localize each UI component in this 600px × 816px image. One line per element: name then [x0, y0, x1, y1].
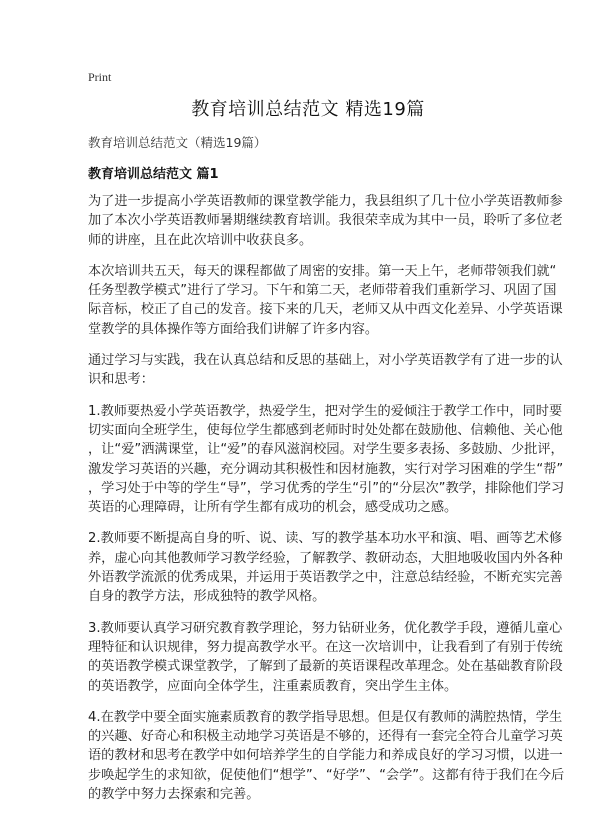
- paragraph: [88, 529, 563, 606]
- paragraph-line: 加了本次小学英语教师暑期继续教育培训。我很荣幸成为其中一员，聆听了多位老: [88, 213, 563, 229]
- paragraph-line: 师的讲座，且在此次培训中收获良多。: [88, 232, 313, 248]
- paragraph-line: 识和思考：: [88, 372, 154, 388]
- paragraph: [88, 351, 563, 390]
- paragraph-line: 4.在教学中要全面实施素质教育的教学指导思想。但是仅有教师的满腔热情，学生: [88, 709, 563, 725]
- paragraph-line: 堂教学的具体操作等方面给我们讲解了许多内容。: [88, 321, 379, 337]
- paragraph-line: 理特征和认识规律，努力提高教学水平。在这一次培训中，让我看到了有别于传统: [88, 639, 563, 655]
- paragraph-line: 的兴趣、好奇心和积极主动地学习英语是不够的，还得有一套完全符合儿童学习英: [88, 729, 563, 745]
- document-subtitle: 教育培训总结范文（精选19篇）: [88, 135, 267, 150]
- paragraph-line: 本次培训共五天，每天的课程都做了周密的安排。第一天上午，老师带领我们就“: [88, 263, 557, 279]
- section-heading: 教育培训总结范文 篇1: [88, 167, 219, 182]
- paragraph-line: 语的教材和思考在教学中如何培养学生的自学能力和养成良好的学习习惯，以进一: [88, 748, 563, 764]
- document-title: 教育培训总结范文 精选19篇: [191, 99, 425, 120]
- paragraph-line: 3.教师要认真学习研究教育教学理论，努力钻研业务，优化教学手段，遵循儿童心: [88, 620, 563, 636]
- paragraph-line: 养，虚心向其他教师学习教学经验，了解教学、教研动态，大胆地吸收国内外各种: [88, 550, 563, 566]
- paragraph-line: 为了进一步提高小学英语教师的课堂教学能力，我县组织了几十位小学英语教师参: [88, 194, 563, 209]
- paragraph-line: 1.教师要热爱小学英语教学，热爱学生，把对学生的爱倾注于教学工作中，同时要: [88, 403, 563, 419]
- body-text: [88, 192, 565, 804]
- paragraph: [88, 262, 563, 339]
- document-page: [88, 70, 565, 816]
- paragraph: [88, 192, 563, 250]
- paragraph-line: 激发学习英语的兴趣，充分调动其积极性和因材施教，实行对学习困难的学生“帮”: [88, 461, 564, 477]
- paragraph-line: ，让“爱”洒满课堂，让“爱”的春风滋润校园。对学生要多表扬、多鼓励、少批评，: [88, 442, 564, 458]
- paragraph-line: 的英语教学，应面向全体学生，注重素质教育，突出学生主体。: [88, 678, 458, 694]
- paragraph-line: 切实面向全班学生，使每位学生都感到老师时时处处都在鼓励他、信赖他、关心他: [88, 422, 563, 438]
- paragraph-line: 英语的心理障碍，让所有学生都有成功的机会，感受成功之感。: [88, 500, 458, 516]
- paragraph-line: 通过学习与实践，我在认真总结和反思的基础上，对小学英语教学有了进一步的认: [88, 353, 563, 369]
- paragraph-line: 际音标，校正了自己的发音。接下来的几天，老师又从中西文化差异、小学英语课: [88, 302, 563, 318]
- paragraph-line: 步唤起学生的求知欲，促使他们“想学”、“好学”、“会学”。这都有待于我们在今后: [88, 767, 565, 783]
- paragraph-line: 任务型教学模式”进行了学习。下午和第二天，老师带着我们重新学习、巩固了国: [88, 283, 557, 299]
- paragraph: [88, 402, 565, 518]
- paragraph: [88, 708, 565, 804]
- paragraph-line: 外语教学流派的优秀成果，并运用于英语教学之中，注意总结经验，不断充实完善: [88, 570, 563, 586]
- paragraph: [88, 619, 563, 696]
- paragraph-line: 2.教师要不断提高自身的听、说、读、写的教学基本功水平和演、唱、画等艺术修: [88, 531, 563, 547]
- print-label: Print: [88, 70, 112, 84]
- paragraph-line: 自身的教学方法，形成独特的教学风格。: [88, 589, 326, 605]
- paragraph-line: ，学习处于中等的学生“导”，学习优秀的学生“引”的“分层次”教学，排除他们学习: [88, 480, 565, 496]
- paragraph-line: 的英语教学模式课堂教学，了解到了最新的英语课程改革理念。处在基础教育阶段: [88, 659, 563, 675]
- paragraph-line: 的教学中努力去探索和完善。: [88, 787, 260, 803]
